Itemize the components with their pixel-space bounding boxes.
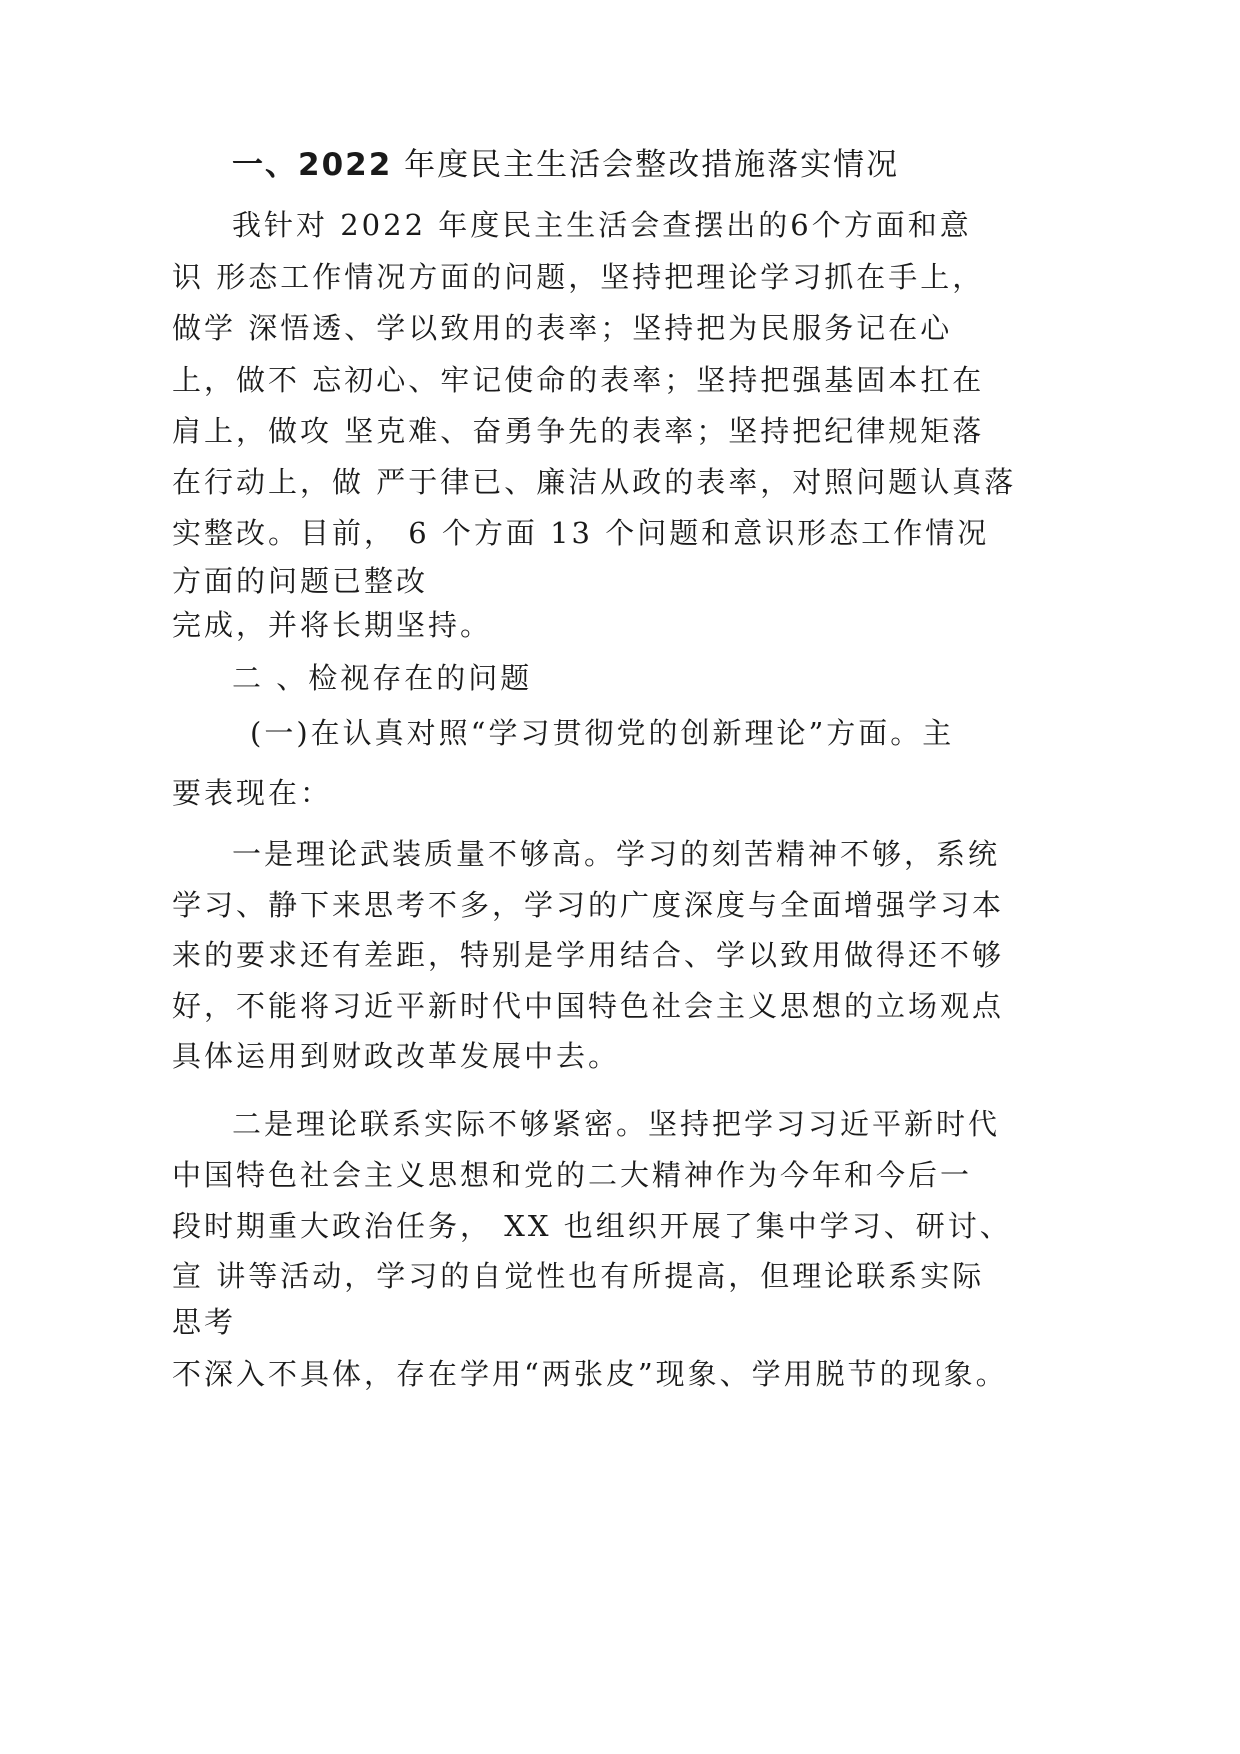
paragraph-line: 方面的问题已整改	[172, 564, 429, 598]
paragraph-line: 具体运用到财政改革发展中去。	[172, 1039, 621, 1073]
section2-heading: 二 、检视存在的问题	[232, 661, 533, 695]
paragraph-line: 宣 讲等活动，学习的自觉性也有所提高，但理论联系实际	[172, 1259, 985, 1293]
section1-heading	[232, 145, 899, 185]
paragraph-line: 来的要求还有差距，特别是学用结合、学以致用做得还不够	[172, 938, 1005, 972]
paragraph-line: 不深入不具体，存在学用“两张皮”现象、学用脱节的现象。	[172, 1357, 1008, 1391]
paragraph-line: 思考	[172, 1305, 237, 1339]
section1-heading-text: 年度民主生活会整改措施落实情况	[404, 147, 900, 183]
paragraph-line: 我针对 2022 年度民主生活会查摆出的6个方面和意	[232, 208, 972, 242]
paragraph-line: 完成，并将长期坚持。	[172, 608, 493, 642]
section1-heading-prefix: 一、2022	[232, 147, 393, 183]
subsection1-heading: (一)在认真对照“学习贯彻党的创新理论”方面。主	[250, 716, 955, 750]
subsection1-heading-cont: 要表现在：	[172, 776, 333, 810]
paragraph-line: 一是理论武装质量不够高。学习的刻苦精神不够，系统	[232, 837, 1001, 871]
paragraph-line: 好，不能将习近平新时代中国特色社会主义思想的立场观点	[172, 989, 1005, 1023]
paragraph-line: 中国特色社会主义思想和党的二大精神作为今年和今后一	[172, 1158, 973, 1192]
paragraph-line: 学习、静下来思考不多，学习的广度深度与全面增强学习本	[172, 888, 1005, 922]
paragraph-line: 在行动上，做 严于律已、廉洁从政的表率，对照问题认真落	[172, 465, 1017, 499]
paragraph-line: 实整改。目前， 6 个方面 13 个问题和意识形态工作情况	[172, 516, 990, 550]
paragraph-line: 上，做不 忘初心、牢记使命的表率；坚持把强基固本扛在	[172, 363, 985, 397]
paragraph-line: 识 形态工作情况方面的问题，坚持把理论学习抓在手上，	[172, 260, 985, 294]
paragraph-line: 做学 深悟透、学以致用的表率；坚持把为民服务记在心	[172, 311, 953, 345]
paragraph-line: 段时期重大政治任务， XX 也组织开展了集中学习、研讨、	[172, 1209, 1012, 1243]
paragraph-line: 肩上，做攻 坚克难、奋勇争先的表率；坚持把纪律规矩落	[172, 414, 985, 448]
paragraph-line: 二是理论联系实际不够紧密。坚持把学习习近平新时代	[232, 1107, 1001, 1141]
